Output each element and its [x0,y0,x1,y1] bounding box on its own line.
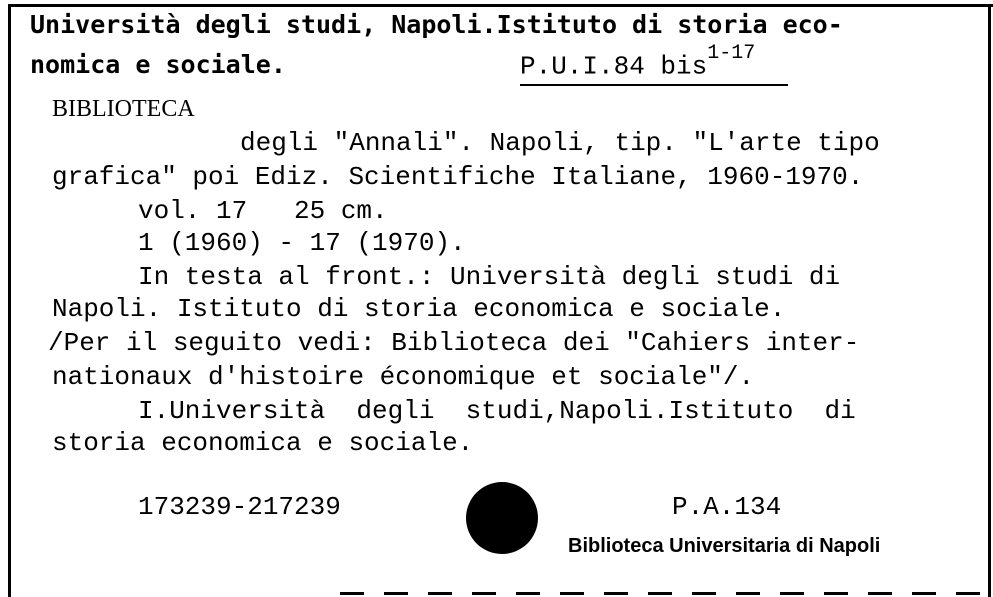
body-line: nationaux d'histoire économique et sociale"/. [52,362,755,392]
body-line: 1 (1960) - 17 (1970). [138,228,466,258]
body-line: vol. 17 25 cm. [138,196,388,226]
shelf-mark: P.A.134 [672,492,782,522]
library-stamp-text: Biblioteca Universitaria di Napoli [568,535,881,557]
card-border-top [8,4,993,7]
call-number [520,42,788,86]
body-line: In testa al front.: Università degli studi di [138,262,841,292]
series-label: BIBLIOTECA [52,96,195,122]
body-line: I.Università degli studi,Napoli.Istituto di [138,396,856,426]
library-stamp-seal [466,482,538,554]
card-border-left [8,4,11,597]
call-number-main: P.U.I.84 bis [520,51,708,82]
body-line: Napoli. Istituto di storia economica e sociale. [52,294,786,324]
body-line: degli "Annali". Napoli, tip. "L'arte tipo [240,128,880,158]
body-line: grafica" poi Ediz. Scientifiche Italiane, 1960-1970. [52,162,864,192]
body-line: storia economica e sociale. [52,428,474,458]
body-line: /Per il seguito vedi: Biblioteca dei "Cahiers inter- [48,328,860,358]
heading-line-1: Università degli studi, Napoli.Istituto di storia eco- [30,10,843,39]
call-number-volumes: 1-17 [707,42,756,65]
inventory-number: 173239-217239 [138,492,341,522]
heading-line-2: nomica e sociale. [30,50,286,79]
card-border-right [988,4,991,597]
card-border-bottom [340,592,980,595]
